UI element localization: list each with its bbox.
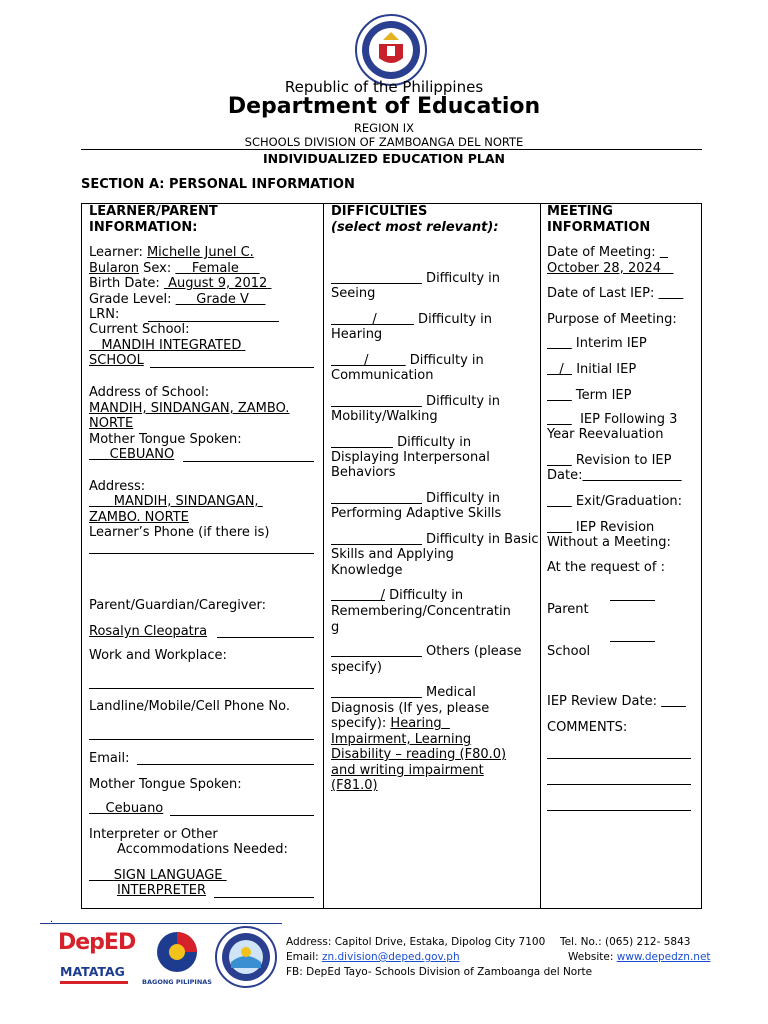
sex-value[interactable]: Female xyxy=(191,261,239,276)
medical-diagnosis-value-4[interactable]: and writing impairment xyxy=(331,763,484,778)
learner-phone-label: Learner’s Phone (if there is) xyxy=(89,525,270,540)
request-label: At the request of : xyxy=(547,560,665,575)
purpose-interim-iep[interactable]: Interim IEP xyxy=(571,336,647,351)
learner-value[interactable]: Michelle Junel C. xyxy=(146,245,254,260)
difficulty-seeing-label-2: Seeing xyxy=(331,286,376,301)
address-value-2[interactable]: ZAMBO. NORTE xyxy=(89,510,189,525)
medical-diagnosis-label-3: specify): Hearing xyxy=(331,716,442,731)
request-parent-label: Parent xyxy=(547,602,589,617)
col2-subheading: (select most relevant): xyxy=(331,220,499,235)
medical-diagnosis-label-2: Diagnosis (If yes, please xyxy=(331,701,490,716)
meeting-date-label: Date of Meeting: xyxy=(547,245,660,260)
comments-field-1[interactable] xyxy=(547,758,691,759)
difficulty-seeing[interactable]: Difficulty in xyxy=(421,271,501,286)
difficulty-others-label-2: specify) xyxy=(331,660,382,675)
interpreter-label-2: Accommodations Needed: xyxy=(117,842,288,857)
birthdate-value[interactable]: August 9, 2012 xyxy=(168,276,268,291)
parent-label: Parent/Guardian/Caregiver: xyxy=(89,598,266,613)
email-label: Email: xyxy=(89,751,130,766)
matatag-underline xyxy=(60,981,128,984)
interpreter-value[interactable]: SIGN LANGUAGE xyxy=(113,868,223,883)
col2-heading: DIFFICULTIES xyxy=(331,204,428,219)
sex-line: Bularon Sex: Female xyxy=(89,261,260,276)
matatag-logo-text: MATATAG xyxy=(60,964,125,979)
difficulty-interpersonal-label-3: Behaviors xyxy=(331,465,396,480)
col3-heading: MEETING xyxy=(547,204,613,219)
comments-field-2[interactable] xyxy=(547,784,691,785)
deped-logo-text: DepED xyxy=(58,930,136,955)
request-school-label: School xyxy=(547,644,591,659)
grade-line: Grade Level: Grade V xyxy=(89,292,265,307)
purpose-revision-date[interactable]: Date: xyxy=(547,468,583,483)
medical-diagnosis-value[interactable]: Hearing xyxy=(390,716,442,731)
col1-heading-2: INFORMATION: xyxy=(89,220,198,235)
division-heading: SCHOOLS DIVISION OF ZAMBOANGA DEL NORTE xyxy=(244,135,524,149)
grade-value[interactable]: Grade V xyxy=(196,292,249,307)
difficulty-mobility[interactable]: Difficulty in xyxy=(421,394,501,409)
request-school-field[interactable] xyxy=(610,641,655,642)
mother-tongue-value[interactable]: CEBUANO xyxy=(109,447,175,462)
col1-heading: LEARNER/PARENT xyxy=(89,204,218,219)
footer-email-link[interactable]: zn.division@deped.gov.ph xyxy=(322,951,460,963)
parent-value[interactable]: Rosalyn Cleopatra xyxy=(89,624,208,639)
column-divider xyxy=(323,203,324,909)
interpreter-value-2[interactable]: INTERPRETER xyxy=(117,883,207,898)
medical-diagnosis[interactable]: Medical xyxy=(421,685,476,700)
purpose-initial-iep[interactable]: / Initial IEP xyxy=(559,362,637,377)
mother-tongue-2-field-line xyxy=(170,815,314,816)
purpose-iep-revision-label-2: Without a Meeting: xyxy=(547,535,671,550)
col3-heading-2: INFORMATION xyxy=(547,220,651,235)
purpose-iep-revision[interactable]: IEP Revision xyxy=(571,520,655,535)
learner-phone-field[interactable] xyxy=(89,553,314,554)
landline-label: Landline/Mobile/Cell Phone No. xyxy=(89,699,290,714)
footer-fb: FB: DepEd Tayo- Schools Division of Zamboanga del Norte xyxy=(286,966,593,978)
mother-tongue-2-label: Mother Tongue Spoken: xyxy=(89,777,242,792)
difficulty-interpersonal-label-2: Displaying Interpersonal xyxy=(331,450,490,465)
work-field[interactable] xyxy=(89,688,314,689)
footer-website-line: Website: www.depedzn.net xyxy=(568,951,711,963)
footer-tel: Tel. No.: (065) 212- 5843 xyxy=(560,936,691,948)
header-divider xyxy=(81,149,702,150)
difficulty-basic-skills[interactable]: Difficulty in Basic xyxy=(421,532,539,547)
interpreter-label: Interpreter or Other xyxy=(89,827,218,842)
difficulty-interpersonal[interactable]: Difficulty in xyxy=(393,435,472,450)
difficulty-adaptive[interactable]: Difficulty in xyxy=(421,491,501,506)
work-label: Work and Workplace: xyxy=(89,648,227,663)
comments-field-3[interactable] xyxy=(547,810,691,811)
comments-label: COMMENTS: xyxy=(547,720,628,735)
address-label: Address: xyxy=(89,479,146,494)
request-parent-field[interactable] xyxy=(610,600,655,601)
footer-dot: . xyxy=(50,914,54,925)
landline-field[interactable] xyxy=(89,739,314,740)
difficulty-hearing-label-2: Hearing xyxy=(331,327,383,342)
purpose-term-iep[interactable]: Term IEP xyxy=(571,388,632,403)
section-title: SECTION A: PERSONAL INFORMATION xyxy=(81,177,355,192)
difficulty-basic-skills-label-3: Knowledge xyxy=(331,563,403,578)
last-iep-date[interactable]: Date of Last IEP: xyxy=(547,286,659,301)
school-address-value-2[interactable]: NORTE xyxy=(89,416,134,431)
difficulty-communication[interactable]: / Difficulty in xyxy=(364,353,484,368)
interpreter-field-line xyxy=(214,897,314,898)
department-heading: Department of Education xyxy=(227,94,541,119)
school-label: Current School: xyxy=(89,322,190,337)
form-title: INDIVIDUALIZED EDUCATION PLAN xyxy=(262,151,506,166)
difficulty-basic-skills-label-2: Skills and Applying xyxy=(331,547,454,562)
address-value[interactable]: MANDIH, SINDANGAN, xyxy=(113,494,259,509)
lrn-field[interactable] xyxy=(148,321,279,322)
purpose-label: Purpose of Meeting: xyxy=(547,312,677,327)
bagong-pilipinas-text: BAGONG PILIPINAS xyxy=(142,978,212,986)
school-address-label: Address of School: xyxy=(89,385,210,400)
parent-field-line xyxy=(217,637,314,638)
purpose-exit[interactable]: Exit/Graduation: xyxy=(571,494,683,509)
difficulty-adaptive-label-2: Performing Adaptive Skills xyxy=(331,506,502,521)
mother-tongue-field-line xyxy=(183,461,314,462)
deped-matatag-logo xyxy=(58,930,136,990)
footer-address: Address: Capitol Drive, Estaka, Dipolog City 7100 xyxy=(286,936,546,948)
difficulty-others[interactable]: Others (please xyxy=(421,644,522,659)
footer-email-line: Email: zn.division@deped.gov.ph xyxy=(286,951,460,963)
purpose-revision[interactable]: Revision to IEP xyxy=(571,453,672,468)
school-address-value[interactable]: MANDIH, SINDANGAN, ZAMBO. xyxy=(89,401,290,416)
division-seal-logo xyxy=(215,926,277,988)
birthdate-line: Birth Date: August 9, 2012 xyxy=(89,276,271,291)
difficulty-remembering-label-3: g xyxy=(331,620,340,635)
medical-diagnosis-value-5[interactable]: (F81.0) xyxy=(331,778,378,793)
lrn-line: LRN: xyxy=(89,307,120,322)
difficulty-mobility-label-2: Mobility/Walking xyxy=(331,409,438,424)
difficulty-remembering[interactable]: / Difficulty in xyxy=(380,588,464,603)
school-value[interactable]: MANDIH INTEGRATED xyxy=(101,338,242,353)
communication-check-mark: / xyxy=(364,353,369,368)
difficulty-communication-label-2: Communication xyxy=(331,368,434,383)
difficulty-remembering-label-2: Remembering/Concentratin xyxy=(331,604,511,619)
purpose-iep-following[interactable]: IEP Following 3 xyxy=(575,412,678,427)
initial-iep-check-mark: / xyxy=(559,362,564,377)
iep-review-date[interactable]: IEP Review Date: xyxy=(547,694,662,709)
mother-tongue-2-value[interactable]: Cebuano xyxy=(105,801,164,816)
medical-diagnosis-value-3[interactable]: Disability – reading (F80.0) xyxy=(331,747,507,762)
difficulty-hearing[interactable]: / Difficulty in xyxy=(372,312,493,327)
bagong-pilipinas-logo xyxy=(142,928,212,988)
learner-line: Learner: Michelle Junel C. xyxy=(89,245,254,260)
deped-seal-logo xyxy=(355,14,427,86)
purpose-iep-following-label-2: Year Reevaluation xyxy=(547,427,664,442)
school-value-2[interactable]: SCHOOL xyxy=(89,353,144,368)
school-field-line xyxy=(150,367,314,368)
remembering-check-mark: / xyxy=(380,588,385,603)
email-field[interactable] xyxy=(137,764,314,765)
republic-heading: Republic of the Philippines xyxy=(284,78,484,96)
footer-website-link[interactable]: www.depedzn.net xyxy=(616,951,711,963)
hearing-check-mark: / xyxy=(372,312,377,327)
footer-rule xyxy=(40,923,282,924)
meeting-date-value[interactable]: October 28, 2024 xyxy=(547,261,662,276)
medical-diagnosis-value-2[interactable]: Impairment, Learning xyxy=(331,732,472,747)
region-heading: REGION IX xyxy=(353,121,415,135)
mother-tongue-label: Mother Tongue Spoken: xyxy=(89,432,242,447)
column-divider xyxy=(540,203,541,909)
